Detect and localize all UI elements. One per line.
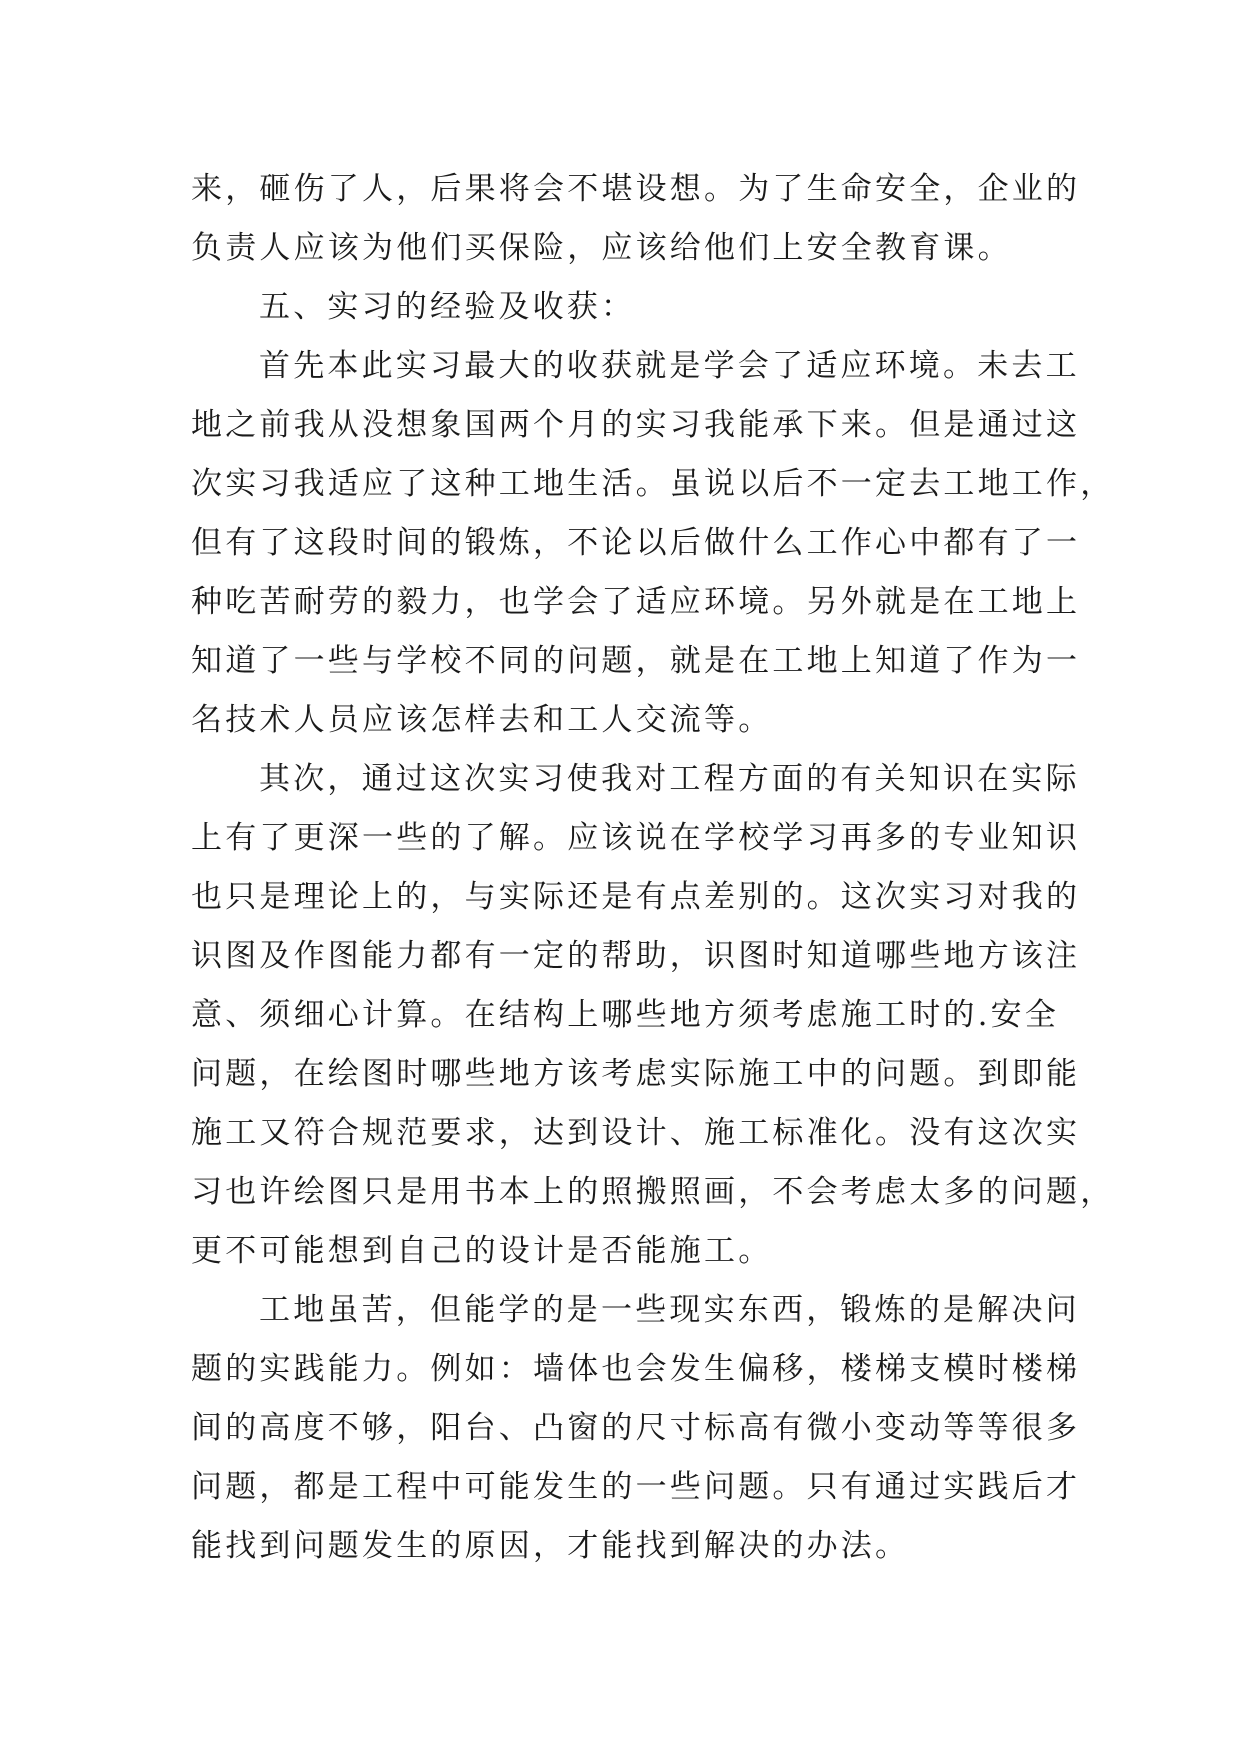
text-line: 意、须细心计算。在结构上哪些地方须考虑施工时的.安全 (191, 997, 1060, 1033)
text-line: 能找到问题发生的原因，才能找到解决的办法。 (191, 1528, 910, 1564)
text-line: 识图及作图能力都有一定的帮助，识图时知道哪些地方该注 (191, 938, 1081, 974)
paragraph-problem-solving (191, 1281, 1081, 1576)
text-line: 来，砸伤了人，后果将会不堪设想。为了生命安全，企业的 (191, 171, 1081, 207)
text-line: 但有了这段时间的锻炼，不论以后做什么工作心中都有了一 (191, 525, 1081, 561)
text-line: 上有了更深一些的了解。应该说在学校学习再多的专业知识 (191, 820, 1081, 856)
text-line: 题的实践能力。例如：墙体也会发生偏移，楼梯支模时楼梯 (191, 1351, 1081, 1387)
text-line: 工地虽苦，但能学的是一些现实东西，锻炼的是解决问 (259, 1292, 1080, 1328)
text-line: 习也许绘图只是用书本上的照搬照画，不会考虑太多的问题， (191, 1174, 1115, 1210)
text-line: 间的高度不够，阳台、凸窗的尺寸标高有微小变动等等很多 (191, 1410, 1081, 1446)
text-line: 问题，在绘图时哪些地方该考虑实际施工中的问题。到即能 (191, 1056, 1081, 1092)
section-heading-experience (191, 278, 1051, 337)
text-line: 地之前我从没想象国两个月的实习我能承下来。但是通过这 (191, 407, 1081, 443)
text-line: 知道了一些与学校不同的问题，就是在工地上知道了作为一 (191, 643, 1081, 679)
document-body (191, 160, 1115, 1576)
paragraph-adapting-environment (191, 337, 1115, 750)
text-line: 其次，通过这次实习使我对工程方面的有关知识在实际 (259, 761, 1080, 797)
section-heading: 五、实习的经验及收获： (259, 289, 636, 325)
paragraph-practical-knowledge (191, 750, 1115, 1281)
text-line: 也只是理论上的，与实际还是有点差别的。这次实习对我的 (191, 879, 1081, 915)
text-line: 名技术人员应该怎样去和工人交流等。 (191, 702, 773, 738)
text-line: 种吃苦耐劳的毅力，也学会了适应环境。另外就是在工地上 (191, 584, 1081, 620)
text-line: 首先本此实习最大的收获就是学会了适应环境。未去工 (259, 348, 1080, 384)
text-line: 负责人应该为他们买保险，应该给他们上安全教育课。 (191, 230, 1012, 266)
paragraph-safety-insurance (191, 160, 1081, 278)
text-line: 问题，都是工程中可能发生的一些问题。只有通过实践后才 (191, 1469, 1081, 1505)
text-line: 施工又符合规范要求，达到设计、施工标准化。没有这次实 (191, 1115, 1081, 1151)
text-line: 更不可能想到自己的设计是否能施工。 (191, 1233, 773, 1269)
text-line: 次实习我适应了这种工地生活。虽说以后不一定去工地工作， (191, 466, 1115, 502)
